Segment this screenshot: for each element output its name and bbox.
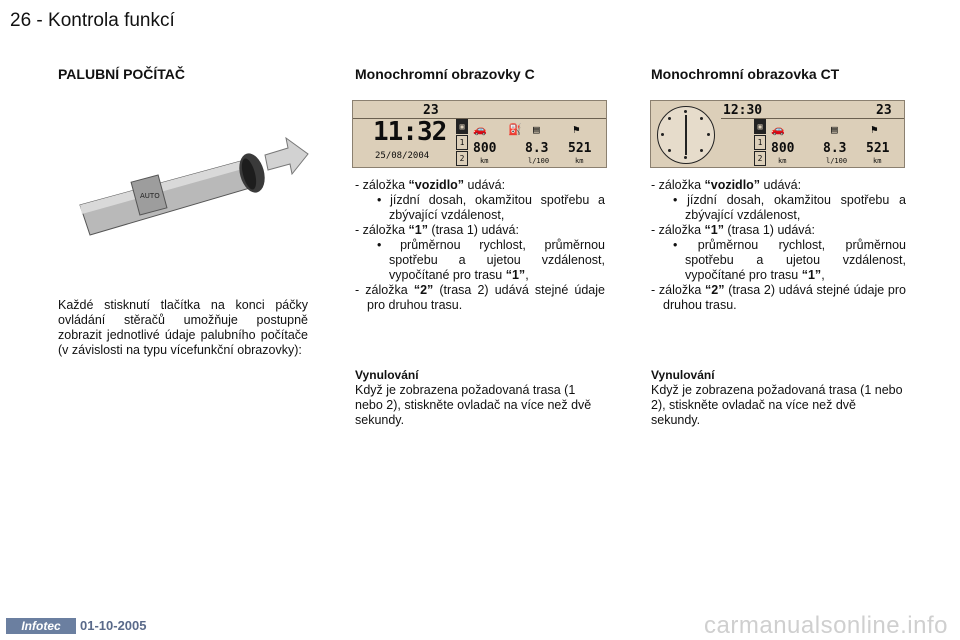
lcd-unit-km: km: [480, 157, 489, 165]
lcd-distance-value: 521: [866, 141, 890, 156]
finish-flag-icon: ⚑: [573, 123, 580, 136]
reset-text: Když je zobrazena požadovaná trasa (1 nebo 2), stiskněte ovladač na více než dvě sekundy.: [355, 383, 592, 427]
lcd-clock-ct: 12:30: [723, 103, 763, 118]
lcd-tab-2: 2: [754, 151, 766, 166]
infotec-logo: Infotec: [6, 618, 76, 634]
reset-section-c: [355, 368, 605, 428]
lcd-unit-l100: l/100: [528, 157, 550, 165]
wiper-stalk-illustration: [60, 130, 310, 260]
watermark: carmanualsonline.info: [704, 612, 948, 639]
lcd-unit-km-2: km: [873, 157, 882, 165]
lcd-tab-2: 2: [456, 151, 468, 166]
car-icon: 🚗: [771, 123, 785, 136]
car-icon: 🚗: [473, 123, 487, 136]
analog-clock-icon: [657, 106, 715, 164]
lcd-clock: 11:32: [373, 117, 447, 147]
lcd-consumption-value: 8.3: [823, 141, 847, 156]
lcd-unit-km: km: [778, 157, 787, 165]
section-heading-screen-ct: Monochromní obrazovka CT: [651, 66, 840, 82]
lcd-tab-vehicle-icon: ▣: [754, 119, 766, 134]
lcd-display-ct: [650, 100, 905, 168]
lcd-date: 25/08/2004: [375, 151, 430, 161]
lcd-display-c: [352, 100, 607, 168]
fuel-gauge-icon: ▤: [533, 123, 540, 136]
section-heading-onboard-computer: PALUBNÍ POČÍTAČ: [58, 66, 186, 82]
fuel-gauge-icon: ▤: [831, 123, 838, 136]
fuel-pump-icon: ⛽: [508, 123, 522, 136]
press-arrow-icon: [265, 138, 308, 174]
lcd-range-value: 800: [771, 141, 795, 156]
description-ct: - záložka “vozidlo” udává: • jízdní dosah, okamžitou spotřebu a zbývající vzdálenost, - záložka “1” (trasa 1) udává: • průměrnou rychlost, průměrnou spotřebu a ujetou vzdálenost, vypočítané pro trasu “1”, - záložka “2” (trasa 2) udává stejné údaje pro druhou trasu.: [651, 178, 906, 312]
lcd-range-value: 800: [473, 141, 497, 156]
finish-flag-icon: ⚑: [871, 123, 878, 136]
reset-section-ct: [651, 368, 906, 428]
lcd-unit-km-2: km: [575, 157, 584, 165]
reset-heading: Vynulování: [651, 368, 715, 382]
lcd-distance-value: 521: [568, 141, 592, 156]
footer-date: 01-10-2005: [80, 618, 147, 633]
lcd-consumption-value: 8.3: [525, 141, 549, 156]
reset-text: Když je zobrazena požadovaná trasa (1 nebo 2), stiskněte ovladač na více než dvě sekundy.: [651, 383, 903, 427]
lcd-tab-1: 1: [754, 135, 766, 150]
lcd-temperature: 23: [423, 103, 439, 118]
reset-heading: Vynulování: [355, 368, 419, 382]
svg-text:AUTO: AUTO: [140, 192, 160, 200]
page-header: 26 - Kontrola funkcí: [10, 10, 175, 31]
lcd-tab-vehicle-icon: ▣: [456, 119, 468, 134]
description-c: - záložka “vozidlo” udává: • jízdní dosah, okamžitou spotřebu a zbývající vzdálenost, - záložka “1” (trasa 1) udává: • průměrnou rychlost, průměrnou spotřebu a ujetou vzdálenost, vypočítané pro trasu “1”, - záložka “2” (trasa 2) udává stejné údaje pro druhou trasu.: [355, 178, 605, 312]
lcd-tab-1: 1: [456, 135, 468, 150]
section-heading-screen-c: Monochromní obrazovky C: [355, 66, 535, 82]
intro-paragraph: Každé stisknutí tlačítka na konci páčky ovládání stěračů umožňuje postupně zobrazit jednotlivé údaje palubního počítače (v závislosti na typu vícefunkční obrazovky):: [58, 298, 308, 357]
lcd-unit-l100: l/100: [826, 157, 848, 165]
lcd-temperature-ct: 23: [876, 103, 892, 118]
